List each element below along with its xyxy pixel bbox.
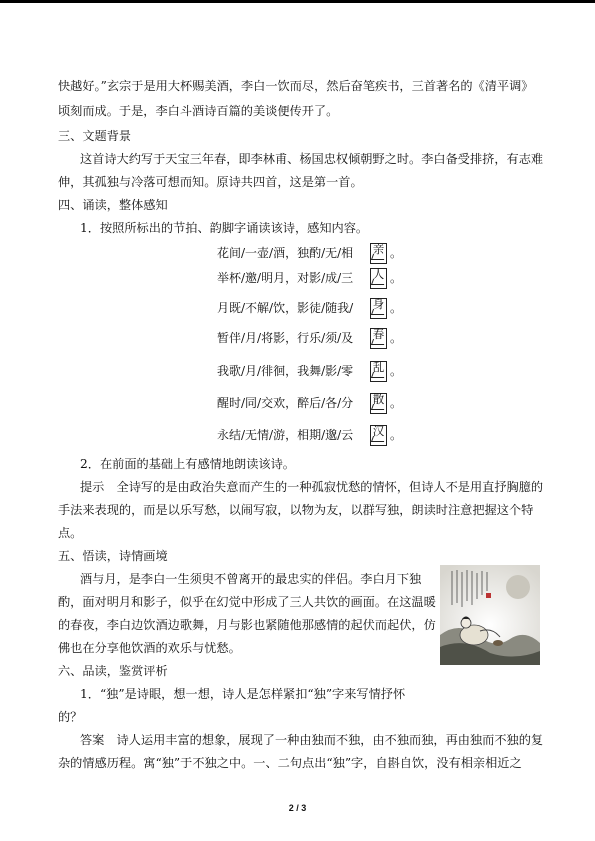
poem-line: 举杯/邀/明月，对影/成/三: [217, 271, 354, 285]
poem-line-end: 。: [390, 246, 403, 260]
section-heading: 五、悟读，诗情画境: [58, 549, 168, 563]
moon-icon: [506, 575, 530, 599]
body-text-line: 伸，其孤独与冷落可想而知。原诗共四首，这是第一首。: [58, 175, 363, 189]
hint-text-line: 点。: [58, 526, 83, 540]
rhyme-char-box: [370, 268, 387, 289]
poem-line-end: 。: [390, 428, 403, 442]
body-text-line: 1．按照所标出的节拍、韵脚字诵读该诗，感知内容。: [80, 221, 369, 235]
poem-line-end: 。: [390, 364, 403, 378]
section-heading: 四、诵读，整体感知: [58, 198, 168, 212]
rhyme-char: 身: [372, 297, 385, 311]
question-text-line: 1．“独”是诗眼，想一想，诗人是怎样紧扣“独”字来写情抒怀: [80, 687, 406, 701]
rhyme-mark-icon: [371, 309, 386, 315]
wine-jar-icon: [493, 640, 503, 646]
rhyme-mark-icon: [371, 279, 386, 285]
rhyme-char-box: [370, 393, 387, 414]
body-text-line: 顷刻而成。于是，李白斗酒诗百篇的美谈便传开了。: [58, 104, 339, 118]
rhyme-char-box: [370, 361, 387, 382]
body-text-line: 快越好。”玄宗于是用大杯赐美酒，李白一饮而尽，然后奋笔疾书，三首著名的《清平调》: [58, 79, 534, 93]
section-heading: 三、文题背景: [58, 129, 132, 143]
page-number: 2 / 3: [288, 803, 307, 813]
rhyme-char: 亲: [372, 242, 385, 256]
body-text-line: 这首诗大约写于天宝三年春，即李林甫、杨国忠权倾朝野之时。李白备受排挤，有志难: [80, 152, 544, 166]
body-text-line: 酒与月，是李白一生须臾不曾离开的最忠实的伴侣。李白月下独: [80, 572, 422, 586]
poem-line-end: 。: [390, 301, 403, 315]
poem-line-end: 。: [390, 271, 403, 285]
poem-line-end: 。: [390, 396, 403, 410]
rhyme-mark-icon: [371, 404, 386, 410]
rhyme-mark-icon: [371, 254, 386, 260]
body-text-line: 的春夜，李白边饮酒边歌舞，月与影也紧随他那感情的起伏而起伏，仿: [58, 618, 436, 632]
body-text-line: 佛也在分享他饮酒的欢乐与忧愁。: [58, 641, 241, 655]
answer-text-line: 答案 诗人运用丰富的想象，展现了一种由独而不独，由不独而独，再由独而不独的复: [80, 733, 544, 747]
poem-line-end: 。: [390, 331, 403, 345]
rhyme-mark-icon: [371, 339, 386, 345]
rhyme-char-box: [370, 298, 387, 319]
poem-line: 花间/一壶/酒，独酌/无/相: [217, 246, 354, 260]
rhyme-char: 散: [372, 392, 385, 406]
rhyme-char: 汉: [372, 424, 385, 438]
poem-line: 永结/无情/游，相期/邈/云: [217, 428, 354, 442]
poem-line: 我歌/月/徘徊，我舞/影/零: [217, 364, 354, 378]
rhyme-char-box: [370, 328, 387, 349]
seal-stamp-icon: [486, 593, 491, 598]
rhyme-char: 春: [372, 327, 385, 341]
poem-line: 暂伴/月/将影，行乐/须/及: [217, 331, 354, 345]
rhyme-char-box: [370, 425, 387, 446]
question-text-line: 的？: [58, 710, 83, 724]
rhyme-mark-icon: [371, 436, 386, 442]
page-top-rule: [0, 0, 595, 3]
answer-text-line: 杂的情感历程。寓“独”于不独之中。一、二句点出“独”字，自斟自饮，没有相亲相近之: [58, 756, 522, 770]
poem-line: 月既/不解/饮，影徒/随我/: [217, 301, 354, 315]
rhyme-char-box: [370, 243, 387, 264]
rhyme-char: 乱: [372, 360, 385, 374]
rhyme-mark-icon: [371, 372, 386, 378]
hint-text-line: 手法来表现的，而是以乐写愁，以闹写寂，以物为友，以群写独，朗读时注意把握这个特: [58, 503, 534, 517]
ink-painting-illustration: [440, 565, 540, 665]
body-text-line: 酌，面对明月和影子，似乎在幻觉中形成了三人共饮的画面。在这温暖: [58, 595, 436, 609]
rhyme-char: 人: [372, 267, 385, 281]
body-text-line: 2．在前面的基础上有感情地朗读该诗。: [80, 457, 295, 471]
poem-line: 醒时/同/交欢，醉后/各/分: [217, 396, 354, 410]
section-heading: 六、品读，鉴赏评析: [58, 664, 168, 678]
hint-text-line: 提示 全诗写的是由政治失意而产生的一种孤寂忧愁的情怀，但诗人不是用直抒胸臆的: [80, 480, 544, 494]
